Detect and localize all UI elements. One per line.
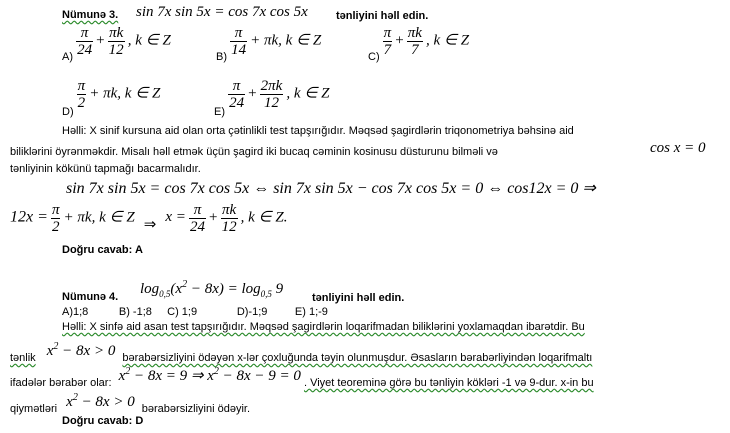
implies-arrow: ⇒ [143,217,157,234]
example3-label [62,9,118,21]
exponent: 2 [125,366,131,377]
text-fragment: ifadələr bərabər olar: [10,377,112,389]
final-r-frac2 [221,202,238,235]
frac-den: 24 [189,219,205,235]
option-b [216,25,322,64]
solution4-line1-text: Həlli: X sinfə aid asan test tapşırığıdır. Məqsəd şagirdlərin loqarifmadan biliklərini yoxlamaqdan ibarətdir. Bu [62,321,585,333]
frac-num: π [51,202,60,218]
final-frac [51,202,61,235]
option-c-frac1 [383,25,393,58]
equation2 [119,368,301,384]
frac-den: 7 [411,42,419,58]
exponent: 2 [72,392,78,403]
example4-equation [140,279,283,299]
frac-num: π [76,25,93,42]
option-tail: , k ∈ Z [426,32,470,49]
final-left: 12x = [10,208,48,226]
solution4-line2 [10,341,593,364]
solution3-line2: biliklərini öyrənməkdir. Misalı həll etmək üçün şagird iki bucaq cəminin kosinusu düsturunu bilməli və [10,146,498,158]
frac-den: 12 [108,42,124,58]
example4-label: Nümunə 4. [62,291,119,303]
final-r-tail: , k ∈ Z. [240,209,288,226]
option-c-frac2 [407,25,423,58]
log-text: log [140,281,160,297]
frac-den: 2 [77,95,86,111]
frac-num: 2πk [260,78,283,94]
ineq-rest: − 8x > 0 [58,343,116,359]
log-arg-rest: − 8x) = log [187,281,261,297]
var-x: x [66,394,73,410]
log-end: 9 [271,281,284,297]
option-b-frac1 [230,25,247,58]
example3-label-text: Nümunə 3. [62,9,119,21]
option-e-frac1 [228,78,245,111]
log-base: 0,5 [159,289,171,299]
frac-den: 24 [77,42,93,58]
var-x: x [46,343,54,359]
option-tail: , k ∈ Z [286,85,330,102]
option-tail: , k ∈ Z [127,32,171,49]
solution4-line1 [62,321,585,333]
example3-equation: sin 7x sin 5x = cos 7x cos 5x [136,4,308,20]
option-e-frac2 [260,78,284,111]
frac-num: π [230,25,247,42]
example4-instruction: tənliyini həll edin. [312,292,405,304]
log-base: 0,5 [260,289,272,299]
inequality1 [47,343,116,359]
exponent: 2 [182,279,188,290]
text-fragment: bərabərsizliyini ödəyir. [141,403,250,415]
frac-den: 24 [229,95,245,111]
solution4-line4 [10,392,250,415]
option-d-frac1 [77,78,87,111]
option-a-frac1 [76,25,93,58]
final-tail: + πk, k ∈ Z [63,209,135,226]
option-a [62,25,171,64]
inequality2 [66,394,135,410]
answer4: Doğru cavab: D [62,415,144,427]
equivalence-chain: sin 7x sin 5x = cos 7x cos 5x ⇔ sin 7x sin 5x − cos 7x cos 5x = 0 ⇔ cos12x = 0 ⇒ [66,180,596,197]
option-d-letter: D) [62,106,74,119]
frac-den: 12 [221,219,237,235]
frac-num: πk [109,25,124,41]
ineq-rest: − 8x > 0 [77,394,135,410]
option-c-letter: C) [368,51,380,64]
eq-rest: − 8x − 9 = 0 [218,368,301,384]
option-c [368,25,470,64]
frac-num: π [189,202,206,219]
option-tail: + πk, k ∈ Z [250,32,322,49]
plus-sign: + [96,32,105,49]
frac-den: 7 [383,42,392,58]
log-arg: (x [170,281,183,297]
final-r-frac1 [189,202,206,235]
solution4-line3 [10,366,594,389]
text-fragment: qiymətləri [10,403,58,415]
frac-num: π [77,78,86,94]
eq-rest: − 8x = 9 ⇒ x [130,368,214,384]
solution3-line1: Həlli: X sinif kursuna aid olan orta çətinlikli test tapşırığıdır. Məqsəd şagirdlərin triqonometriya bəhsinə aid [62,125,574,137]
option-e [214,78,330,119]
text-fragment: bərabərsizliyini ödəyən x-lər çoxluğunda təyin olunmuşdur. Əsasların bərabərliyindən loqarifmaltı [122,352,593,364]
frac-den: 2 [51,219,60,235]
frac-den: 14 [231,42,247,58]
cos-equation: cos x = 0 [650,140,706,156]
exponent: 2 [53,341,59,352]
option-e-letter: E) [214,106,225,119]
var-x: x [118,368,126,384]
frac-num: π [383,25,392,41]
final-solution: 12x = $\frac{\pi}{2}$ + πk, k ∈ Z ⇒ x = $\frac{\pi}{24}$ + $\frac{\pi k}{12}$ , k ∈ Z. [10,202,288,235]
frac-den: 12 [264,95,279,111]
text-fragment: tənlik [10,352,36,364]
exponent: 2 [213,366,219,377]
frac-num: πk [221,202,237,218]
frac-num: π [228,78,245,95]
plus-sign: + [395,32,404,49]
final-right: x = [165,209,186,226]
option-b-letter: B) [216,51,227,64]
plus-sign: + [248,85,257,102]
option-a-frac2 [108,25,125,58]
solution3-line3: tənliyinin kökünü tapmağı bacarmalıdır. [10,163,201,175]
example4-options: A)1;8 B) -1;8 C) 1;9 D)-1;9 E) 1;-9 [62,306,328,318]
text-fragment: . Viyet teoreminə görə bu tənliyin kökləri -1 və 9-dur. x-in bu [303,377,594,389]
example3-instruction: tənliyini həll edin. [336,10,429,22]
frac-num: πk [407,25,422,41]
option-d [62,78,161,119]
option-tail: + πk, k ∈ Z [89,85,161,102]
answer3: Doğru cavab: A [62,244,143,256]
option-a-letter: A) [62,51,73,64]
